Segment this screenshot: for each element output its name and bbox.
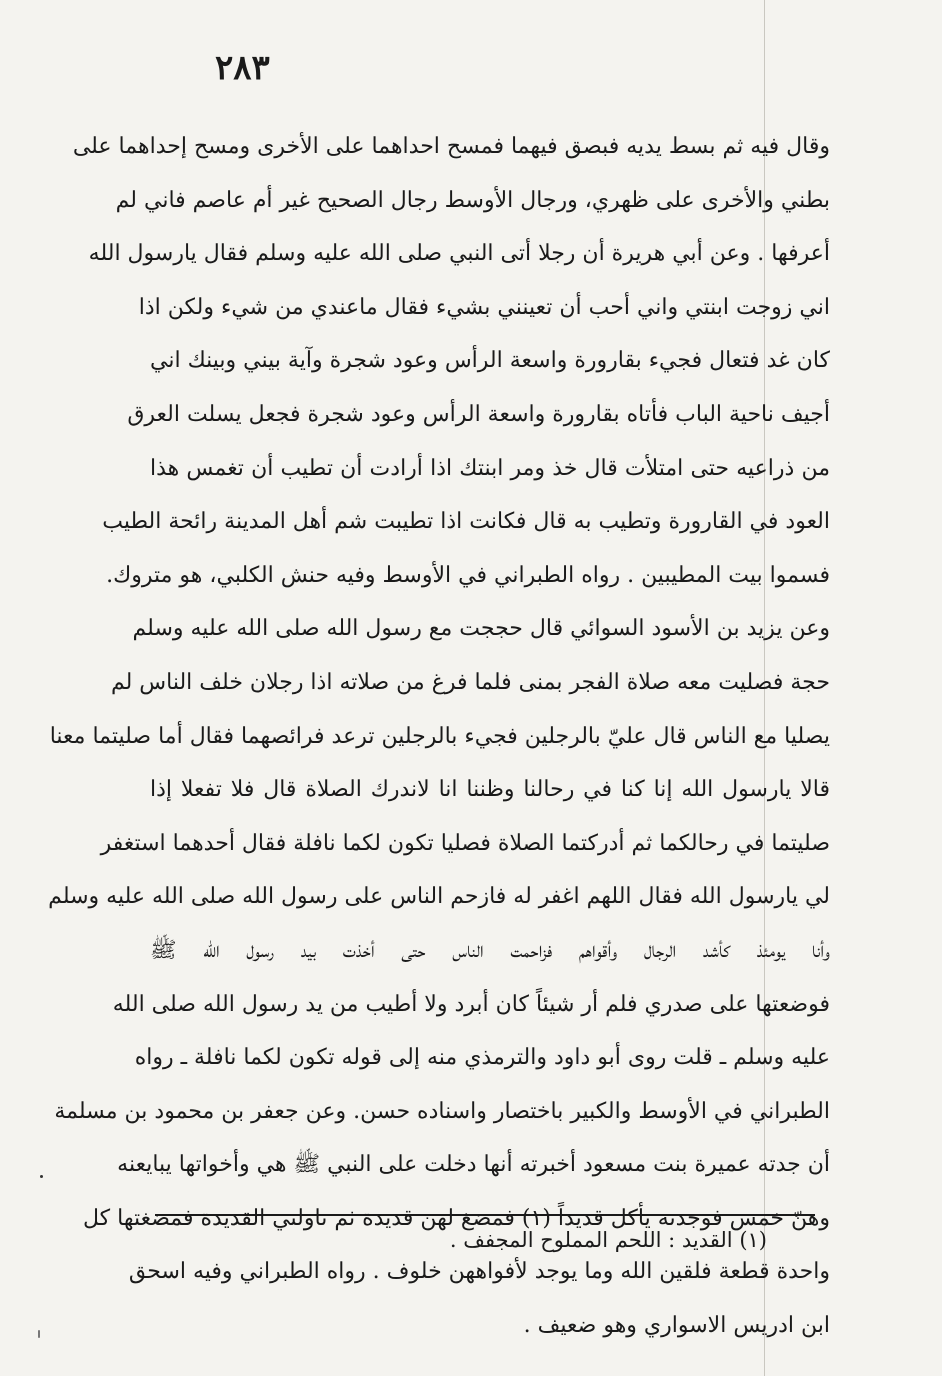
text-line: أجيف ناحية الباب فأتاه بقارورة واسعة الرأس وعود شجرة فجعل يسلت العرق: [127, 401, 830, 427]
text-line: من ذراعيه حتى امتلأت قال خذ ومر ابنتك اذا أرادت أن تطيب أن تغمس هذا: [150, 455, 830, 481]
text-line: واحدة قطعة فلقين الله وما يوجد لأفواههن خلوف . رواه الطبراني وفيه اسحق: [128, 1259, 830, 1285]
text-line: وعن يزيد بن الأسود السوائي قال حججت مع رسول الله صلى الله عليه وسلم: [132, 616, 830, 642]
footnote: (١) القديد : اللحم المملوح المجفف .: [449, 1228, 767, 1252]
text-line: بطني والأخرى على ظهري، ورجال الأوسط رجال الصحيح غير أم عاصم فاني لم: [115, 187, 830, 213]
text-line: وأنا يومئذ كأشد الرجال وأقواهم فزاحمت الناس حتى أخذت بيد رسول الله ﷺ: [150, 937, 830, 963]
text-line: وقال فيه ثم بسط يديه فبصق فيهما فمسح احداهما على الأخرى ومسح إحداهما على: [72, 134, 830, 159]
text-line: كان غد فتعال فجيء بقارورة واسعة الرأس وعود شجرة وآية بيني وبينك اني: [150, 348, 830, 374]
text-line: الطبراني في الأوسط والكبير باختصار واسناده حسن. وعن جعفر بن محمود بن مسلمة: [54, 1098, 830, 1124]
text-line: أن جدته عميرة بنت مسعود أخبرته أنها دخلت على النبي ﷺ هي وأخواتها يبايعنه: [117, 1152, 830, 1178]
text-line: أعرفها . وعن أبي هريرة أن رجلا أتى النبي صلى الله عليه وسلم فقال يارسول الله: [88, 241, 830, 267]
text-line: فسموا بيت المطيبين . رواه الطبراني في الأوسط وفيه حنش الكلبي، هو متروك.: [106, 562, 830, 588]
text-line: اني زوجت ابنتي واني أحب أن تعينني بشيء فقال ماعندي من شيء ولكن اذا: [138, 294, 830, 320]
text-line: فوضعتها على صدري فلم أر شيئاً كان أبرد ولا أطيب من يد رسول الله صلى الله: [112, 991, 830, 1017]
scan-speck: [38, 1330, 40, 1338]
main-text-block: [48, 120, 831, 1353]
text-line: يصليا مع الناس قال عليّ بالرجلين فجيء بالرجلين ترعد فرائصهما فقال أما صليتما معنا: [49, 723, 830, 749]
footnote-separator-rule: [155, 1214, 815, 1216]
text-line: عليه وسلم ـ قلت روى أبو داود والترمذي منه إلى قوله تكون لكما نافلة ـ رواه: [134, 1045, 830, 1071]
text-line: صليتما في رحالكما ثم أدركتما الصلاة فصليا تكون لكما نافلة فقال أحدهما استغفر: [100, 830, 830, 856]
text-line: العود في القارورة وتطيب به قال فكانت اذا تطيبت شم أهل المدينة رائحة الطيب: [102, 509, 830, 535]
text-line: حجة فصليت معه صلاة الفجر بمنى فلما فرغ من صلاته اذا رجلان خلف الناس لم: [110, 669, 830, 695]
page-number: ٢٨٣: [215, 48, 270, 88]
scan-speck: [40, 1175, 43, 1178]
text-line: قالا يارسول الله إنا كنا في رحالنا وظننا انا لاندرك الصلاة قال فلا تفعلا إذا: [150, 777, 831, 803]
text-line: وهنّ خمس فوجدنه يأكل قديداً (١) فمضغ لهن قديدة ثم ناولني القديدة فمضغتها كل: [82, 1205, 830, 1231]
text-line-last: ابن ادريس الاسواري وهو ضعيف .: [523, 1313, 830, 1339]
text-line: لي يارسول الله فقال اللهم اغفر له فازحم الناس على رسول الله صلى الله عليه وسلم: [48, 884, 830, 910]
